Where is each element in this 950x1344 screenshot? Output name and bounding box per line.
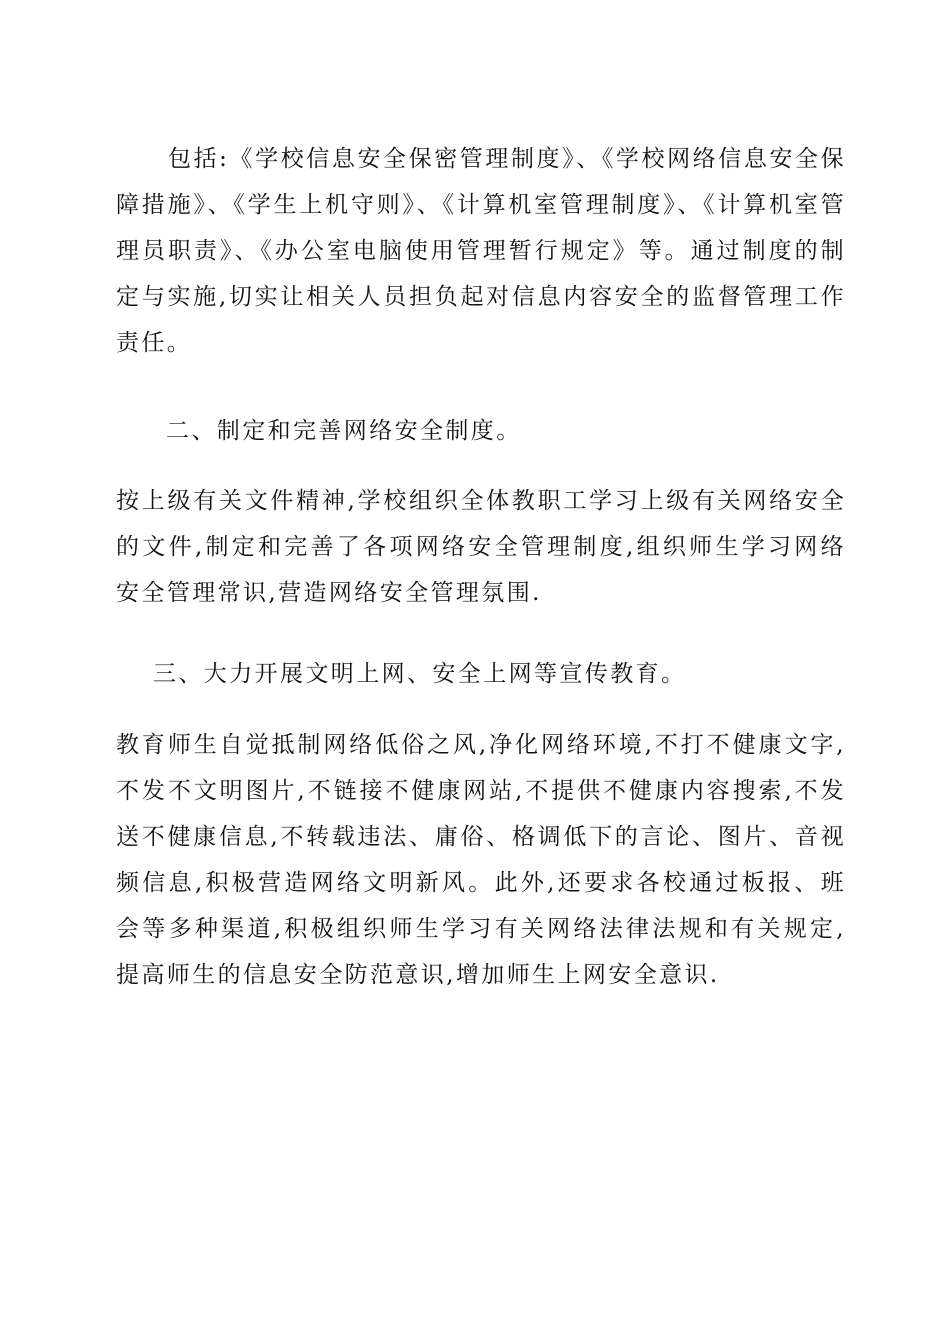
paragraph-network-policy: 按上级有关文件精神,学校组织全体教职工学习上级有关网络安全的文件,制定和完善了各项网络安全管理制度,组织师生学习网络安全管理常识,营造网络安全管理氛围. [116, 488, 846, 606]
section-heading-2: 二、制定和完善网络安全制度。 [166, 418, 522, 444]
paragraph-policies: 包括:《学校信息安全保密管理制度》、《学校网络信息安全保障措施》、《学生上机守则》、《计算机室管理制度》、《计算机室管理员职责》、《办公室电脑使用管理暂行规定》等。通过制度的制定与实施,切实让相关人员担负起对信息内容安全的监督管理工作责任。 [116, 146, 846, 356]
paragraph-civilized-internet: 教育师生自觉抵制网络低俗之风,净化网络环境,不打不健康文字,不发不文明图片,不链接不健康网站,不提供不健康内容搜索,不发送不健康信息,不转载违法、庸俗、格调低下的言论、图片、音视频信息,积极营造网络文明新风。此外,还要求各校通过板报、班会等多种渠道,积极组织师生学习有关网络法律法规和有关规定,提高师生的信息安全防范意识,增加师生上网安全意识. [116, 732, 846, 988]
section-heading-3: 三、大力开展文明上网、安全上网等宣传教育。 [153, 661, 687, 687]
